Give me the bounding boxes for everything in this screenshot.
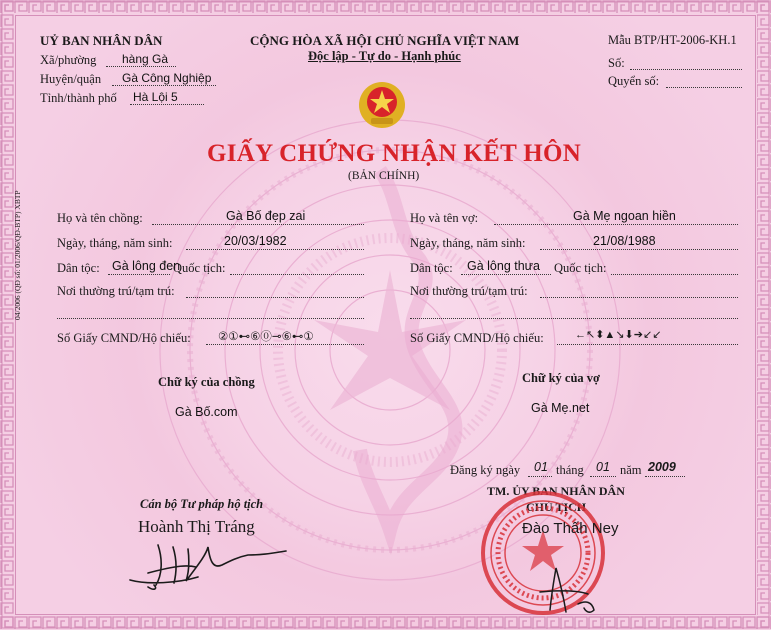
wife-dob-value: 21/08/1988: [593, 234, 656, 248]
chairman-name: Đào Thấh Ney: [522, 520, 619, 537]
chairman-title-line2: CHỦ TỊCH: [526, 500, 587, 514]
husband-signature-label: Chữ ký của chồng: [158, 375, 255, 389]
committee-heading: UỶ BAN NHÂN DÂN: [40, 33, 163, 48]
ward-value: hàng Gà: [122, 52, 169, 66]
officer-title: Cán bộ Tư pháp hộ tịch: [140, 497, 264, 511]
husband-ethnicity-value: Gà lông đen: [112, 259, 181, 273]
chairman-title-line1: TM. ỦY BAN NHÂN DÂN: [487, 484, 625, 498]
wife-signature-label: Chữ ký của vợ: [522, 371, 600, 385]
husband-name-value: Gà Bố đẹp zai: [226, 209, 306, 223]
husband-ethnicity-label: Dân tộc:: [57, 261, 100, 275]
book-number-label: Quyển số:: [608, 74, 660, 88]
officer-name: Hoành Thị Tráng: [138, 517, 255, 536]
wife-signature-value: Gà Mẹ.net: [531, 401, 590, 415]
chairman-signature: [520, 560, 610, 620]
motto: Độc lập - Tự do - Hạnh phúc: [308, 49, 461, 63]
certificate-title: GIẤY CHỨNG NHẬN KẾT HÔN: [207, 140, 582, 167]
side-print-note: 04/2006 (QĐ số: 01/2006/QĐ-BTP) XBTP: [13, 190, 22, 320]
form-code: Mẫu BTP/HT-2006-KH.1: [608, 33, 737, 47]
province-label: Tỉnh/thành phố: [40, 91, 117, 105]
wife-id-value: ←↖⬍▲↘⬇➔↙↙: [575, 329, 662, 341]
registration-day-label: Đăng ký ngày: [450, 463, 521, 477]
district-label: Huyện/quận: [40, 72, 102, 86]
husband-nationality-label: Quốc tịch:: [173, 261, 226, 275]
husband-residence-label: Nơi thường trú/tạm trú:: [57, 284, 175, 298]
husband-signature-value: Gà Bố.com: [175, 405, 238, 419]
district-value: Gà Công Nghiệp: [122, 71, 212, 85]
registration-month-value: 01: [596, 460, 610, 474]
wife-nationality-label: Quốc tịch:: [554, 261, 607, 275]
wife-id-label: Số Giấy CMND/Hộ chiếu:: [410, 331, 544, 345]
registration-year-label: năm: [620, 463, 642, 477]
national-emblem-icon: [357, 80, 407, 130]
province-value: Hà Lội 5: [133, 90, 178, 104]
wife-ethnicity-label: Dân tộc:: [410, 261, 453, 275]
ward-label: Xã/phường: [40, 53, 97, 67]
husband-id-value: ②①⊷⑥⓪⊸⑥⊷①: [218, 331, 314, 343]
husband-name-label: Họ và tên chồng:: [57, 211, 143, 225]
wife-dob-label: Ngày, tháng, năm sinh:: [410, 236, 526, 250]
husband-dob-value: 20/03/1982: [224, 234, 287, 248]
nation-heading: CỘNG HÒA XÃ HỘI CHỦ NGHĨA VIỆT NAM: [250, 33, 520, 48]
certificate-subtitle: (BẢN CHÍNH): [348, 170, 420, 182]
registration-month-label: tháng: [556, 463, 584, 477]
wife-residence-label: Nơi thường trú/tạm trú:: [410, 284, 528, 298]
husband-id-label: Số Giấy CMND/Hộ chiếu:: [57, 331, 191, 345]
wife-name-label: Họ và tên vợ:: [410, 211, 479, 225]
wife-name-value: Gà Mẹ ngoan hiền: [573, 209, 676, 223]
husband-dob-label: Ngày, tháng, năm sinh:: [57, 236, 173, 250]
number-label: Số:: [608, 56, 625, 70]
registration-day-value: 01: [534, 460, 548, 474]
registration-year-value: 2009: [648, 460, 676, 474]
officer-signature: [118, 535, 288, 595]
wife-ethnicity-value: Gà lông thưa: [467, 259, 540, 273]
